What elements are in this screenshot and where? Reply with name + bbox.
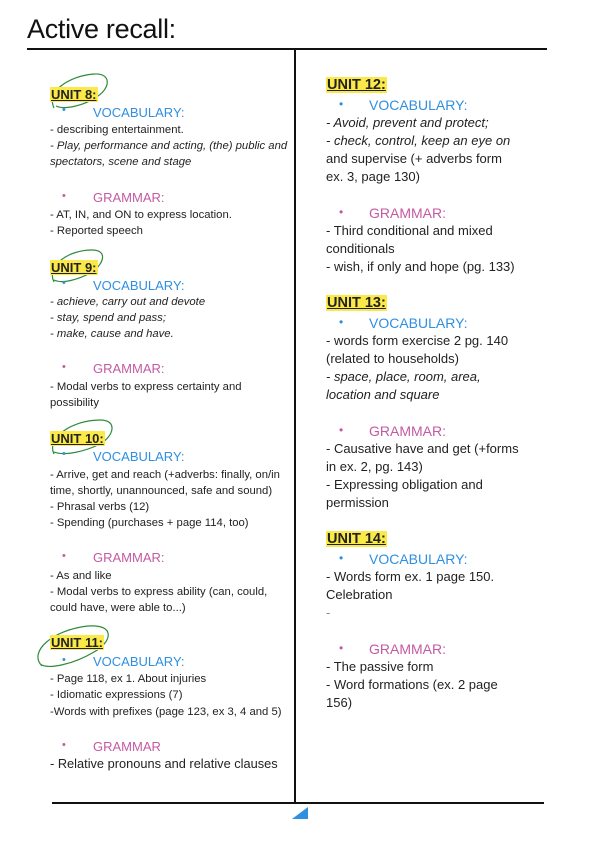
- unit-9-title: UNIT 9:: [51, 260, 97, 275]
- unit-9-vocab-line-2: - stay, spend and pass;: [50, 312, 166, 324]
- unit-13-grammar-line-4: permission: [326, 495, 389, 510]
- unit-10-vocab-line-2: time, shortly, unannounced, safe and sound): [50, 485, 273, 497]
- unit-9-grammar-label: GRAMMAR:: [93, 361, 165, 376]
- unit-9-vocabulary-label: VOCABULARY:: [93, 278, 185, 293]
- unit-14-vocab-line-1: - Words form ex. 1 page 150.: [326, 569, 495, 584]
- unit-11-vocabulary-label: VOCABULARY:: [93, 654, 185, 669]
- unit-10-title: UNIT 10:: [51, 431, 104, 446]
- right-column: [296, 0, 600, 848]
- left-column: [0, 0, 294, 848]
- bullet-dot-icon: •: [339, 97, 344, 111]
- unit-13-vocabulary-label: VOCABULARY:: [369, 315, 468, 331]
- bullet-dot-icon: •: [339, 205, 344, 219]
- unit-12-vocabulary-label: VOCABULARY:: [369, 97, 468, 113]
- unit-13-grammar-line-3: - Expressing obligation and: [326, 477, 483, 492]
- bullet-dot-icon: •: [62, 190, 66, 202]
- bullet-dot-icon: •: [339, 641, 344, 655]
- unit-12-grammar-line-2: conditionals: [326, 241, 395, 256]
- unit-8-vocab-line-3: spectators, scene and stage: [50, 156, 192, 168]
- unit-14-title: UNIT 14:: [327, 531, 386, 547]
- unit-14-vocabulary-label: VOCABULARY:: [369, 551, 468, 567]
- unit-10-vocab-line-4: - Spending (purchases + page 114, too): [50, 517, 249, 529]
- unit-10-grammar-line-2: - Modal verbs to express ability (can, could,: [50, 586, 268, 598]
- unit-13-grammar-label: GRAMMAR:: [369, 423, 446, 439]
- unit-11-title: UNIT 11:: [51, 635, 104, 650]
- unit-12-grammar-line-3: - wish, if only and hope (pg. 133): [326, 259, 515, 274]
- unit-13-vocab-line-2: (related to households): [326, 351, 459, 366]
- unit-13-grammar-line-2: in ex. 2, pg. 143): [326, 459, 423, 474]
- unit-8-vocab-line-2: - Play, performance and acting, (the) public and: [50, 140, 288, 152]
- unit-12-vocab-line-1: - Avoid, prevent and protect;: [326, 115, 489, 130]
- unit-13-grammar-line-1: - Causative have and get (+forms: [326, 441, 519, 456]
- unit-12-vocab-line-3: and supervise (+ adverbs form: [326, 151, 502, 166]
- unit-10-grammar-label: GRAMMAR:: [93, 550, 165, 565]
- bullet-dot-icon: •: [62, 739, 66, 751]
- unit-14-vocab-line-2: Celebration: [326, 587, 393, 602]
- unit-11-grammar-line-1: - Relative pronouns and relative clauses: [50, 756, 278, 771]
- bullet-dot-icon: •: [62, 654, 66, 666]
- unit-8-grammar-line-1: - AT, IN, and ON to express location.: [50, 209, 232, 221]
- unit-8-title: UNIT 8:: [51, 87, 97, 102]
- unit-14-grammar-label: GRAMMAR:: [369, 641, 446, 657]
- unit-13-vocab-line-4: location and square: [326, 387, 440, 402]
- unit-8-grammar-label: GRAMMAR:: [93, 190, 165, 205]
- unit-11-vocab-line-3: -Words with prefixes (page 123, ex 3, 4 and 5): [50, 706, 282, 718]
- unit-8-grammar-line-2: - Reported speech: [50, 225, 143, 237]
- unit-9-grammar-line-2: possibility: [50, 397, 99, 409]
- unit-14-grammar-line-2: - Word formations (ex. 2 page: [326, 677, 498, 692]
- bullet-dot-icon: •: [62, 361, 66, 373]
- unit-8-vocabulary-label: VOCABULARY:: [93, 105, 185, 120]
- unit-12-grammar-line-1: - Third conditional and mixed: [326, 223, 493, 238]
- unit-11-vocab-line-1: - Page 118, ex 1. About injuries: [50, 673, 207, 685]
- unit-14-grammar-line-3: 156): [326, 695, 353, 710]
- unit-11-grammar-label: GRAMMAR: [93, 739, 161, 754]
- bullet-dot-icon: •: [62, 104, 66, 116]
- unit-12-grammar-label: GRAMMAR:: [369, 205, 446, 221]
- bullet-dot-icon: •: [339, 423, 344, 437]
- bullet-dot-icon: •: [339, 315, 344, 329]
- unit-8-vocab-line-1: - describing entertainment.: [50, 124, 184, 136]
- bullet-dot-icon: •: [62, 448, 66, 460]
- unit-12-vocab-line-4: ex. 3, page 130): [326, 169, 420, 184]
- unit-9-vocab-line-1: - achieve, carry out and devote: [50, 296, 206, 308]
- unit-9-vocab-line-3: - make, cause and have.: [50, 328, 174, 340]
- unit-11-vocab-line-2: - Idiomatic expressions (7): [50, 689, 183, 701]
- page-title: Active recall:: [27, 14, 176, 44]
- unit-9-grammar-line-1: - Modal verbs to express certainty and: [50, 381, 242, 393]
- unit-12-title: UNIT 12:: [327, 77, 386, 93]
- unit-13-title: UNIT 13:: [327, 295, 386, 311]
- unit-13-vocab-line-1: - words form exercise 2 pg. 140: [326, 333, 509, 348]
- unit-10-grammar-line-1: - As and like: [50, 570, 112, 582]
- bullet-dot-icon: •: [62, 550, 66, 562]
- unit-14-vocab-line-3: -: [326, 605, 331, 620]
- unit-10-grammar-line-3: could have, were able to...): [50, 602, 186, 614]
- unit-10-vocab-line-3: - Phrasal verbs (12): [50, 501, 150, 513]
- unit-13-vocab-line-3: - space, place, room, area,: [326, 369, 481, 384]
- unit-14-grammar-line-1: - The passive form: [326, 659, 434, 674]
- bullet-dot-icon: •: [62, 277, 66, 289]
- unit-10-vocabulary-label: VOCABULARY:: [93, 449, 185, 464]
- bullet-dot-icon: •: [339, 551, 344, 565]
- unit-10-vocab-line-1: - Arrive, get and reach (+adverbs: finally, on/in: [50, 469, 280, 481]
- unit-12-vocab-line-2: - check, control, keep an eye on: [326, 133, 511, 148]
